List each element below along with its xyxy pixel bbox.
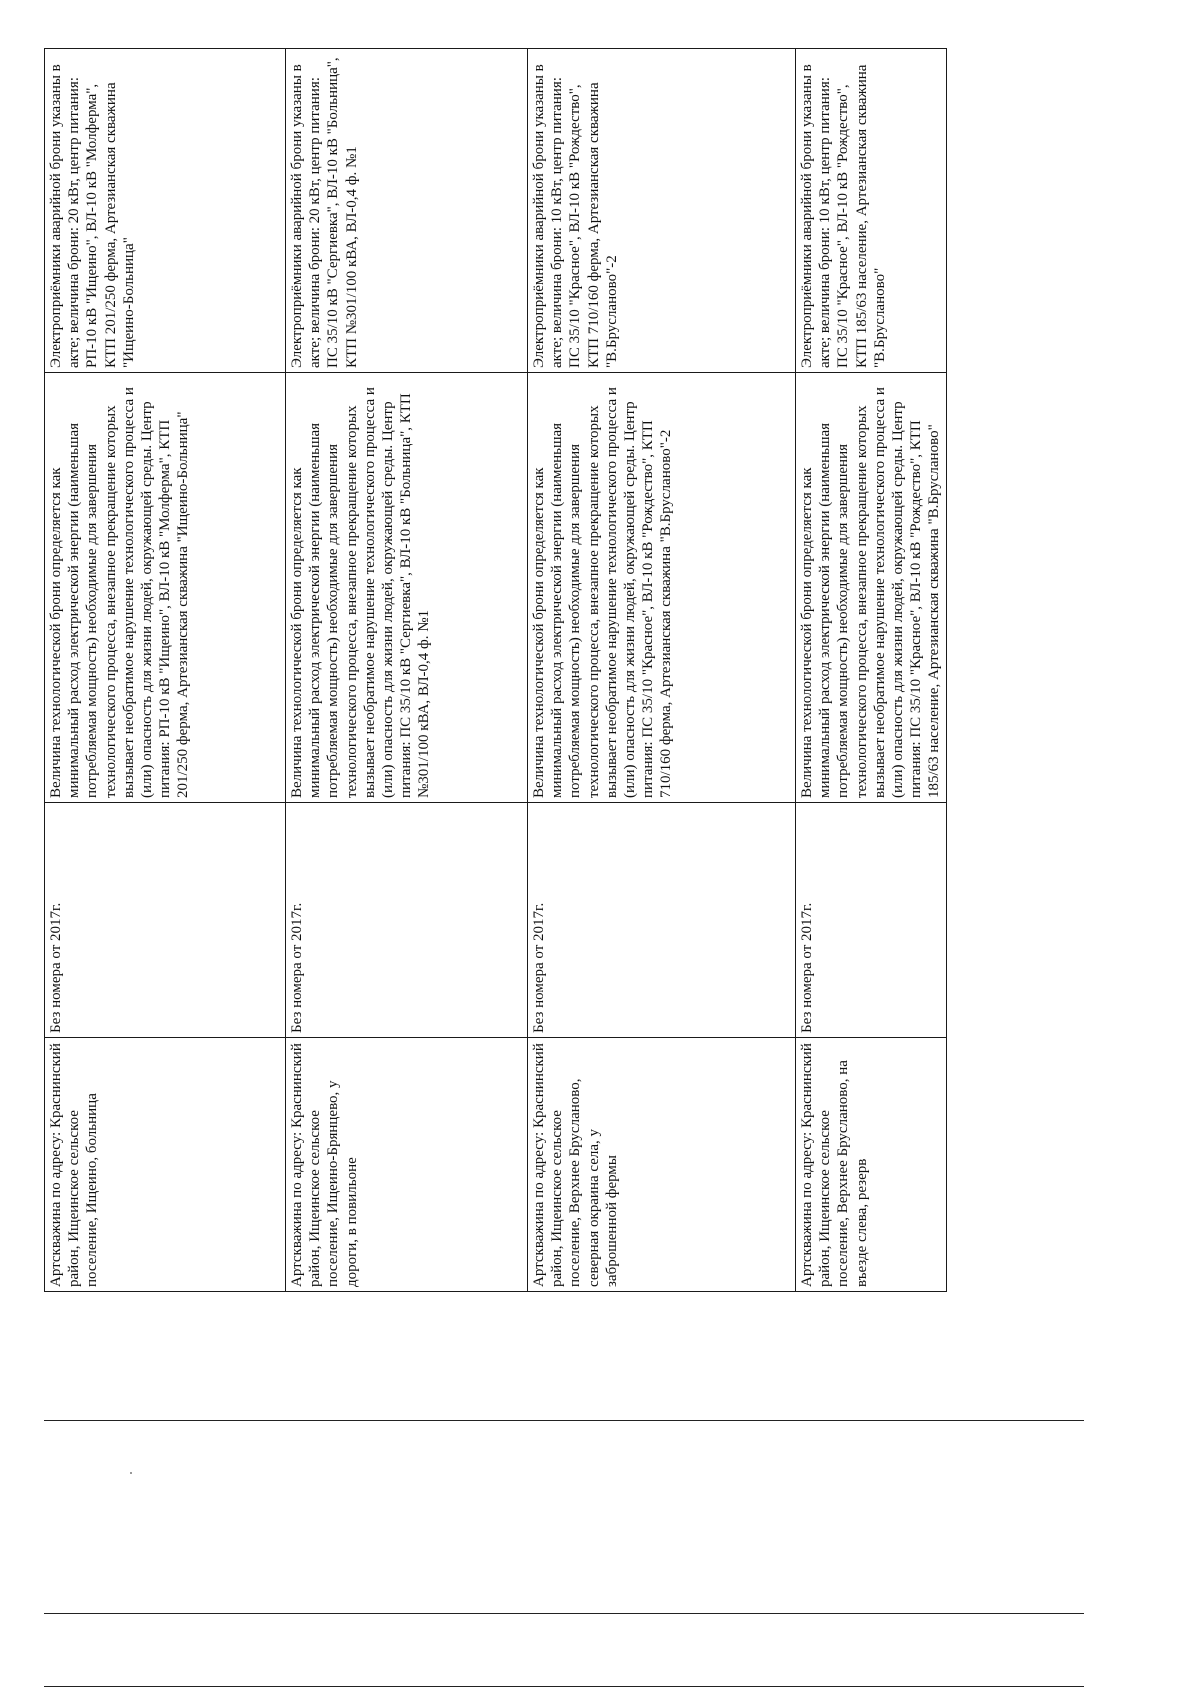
act-cell: Без номера от 2017г.	[796, 803, 947, 1038]
technological-reserve-cell: Величина технологической брони определяется как минимальный расход электрической энергии (наименьшая потребляемая мощность) необходимые для завершения технологического процесса, внезапное прекращение которых вызывает необратимое нарушение технологического процесса и (или) опасность для жизни людей, окружающей среды. Центр питания: РП-10 кВ "Ищеино", ВЛ-10 кВ "Молферма", КТП 201/250 ферма, Артезианская скважина "Ищеино-Больница"	[45, 373, 286, 803]
emergency-reserve-cell: Электроприёмники аварийной брони указаны в акте; величина брони: 10 кВт, центр питания: ПС 35/10 "Красное", ВЛ-10 кВ "Рождество", КТП 710/160 ферма, Артезианская скважина "В.Брусланово"-2	[528, 49, 796, 373]
emergency-reserve-cell: Электроприёмники аварийной брони указаны в акте; величина брони: 10 кВт, центр питания: ПС 35/10 "Красное", ВЛ-10 кВ "Рождество", КТП 185/63 население, Артезианская скважина "В.Брусланово"	[796, 49, 947, 373]
signature-line	[44, 1613, 1084, 1614]
technological-reserve-cell: Величина технологической брони определяется как минимальный расход электрической энергии (наименьшая потребляемая мощность) необходимые для завершения технологического процесса, внезапное прекращение которых вызывает необратимое нарушение технологического процесса и (или) опасность для жизни людей, окружающей среды. Центр питания: ПС 35/10 "Красное", ВЛ-10 кВ "Рождество", КТП 185/63 население, Артезианская скважина "В.Брусланово"	[796, 373, 947, 803]
object-address-cell: Артскважина по адресу: Краснинский район, Ищеинское сельское поселение, Верхнее Брусланово, северная окраина села, у заброшенной фермы	[528, 1038, 796, 1292]
object-address-cell: Артскважина по адресу: Краснинский район, Ищеинское сельское поселение, Верхнее Брусланово, на въезде слева, резерв	[796, 1038, 947, 1292]
object-address-cell: Артскважина по адресу: Краснинский район, Ищеинское сельское поселение, Ищеино-Брянцево, у дороги, в повильоне	[286, 1038, 528, 1292]
signature-line	[44, 1420, 1084, 1421]
table-row	[286, 49, 528, 1292]
scan-speck	[130, 1472, 132, 1474]
emergency-reserve-cell: Электроприёмники аварийной брони указаны в акте; величина брони: 20 кВт, центр питания: ПС 35/10 кВ "Сергиевка", ВЛ-10 кВ "Больница", КТП №301/100 кВА, ВЛ-0,4 ф. №1	[286, 49, 528, 373]
act-cell: Без номера от 2017г.	[45, 803, 286, 1038]
table-row	[796, 49, 947, 1292]
signature-line	[44, 1686, 1084, 1687]
act-cell: Без номера от 2017г.	[528, 803, 796, 1038]
technological-reserve-cell: Величина технологической брони определяется как минимальный расход электрической энергии (наименьшая потребляемая мощность) необходимые для завершения технологического процесса, внезапное прекращение которых вызывает необратимое нарушение технологического процесса и (или) опасность для жизни людей, окружающей среды. Центр питания: ПС 35/10 кВ "Сергиевка", ВЛ-10 кВ "Больница", КТП №301/100 кВА, ВЛ-0,4 ф. №1	[286, 373, 528, 803]
emergency-reserve-cell: Электроприёмники аварийной брони указаны в акте; величина брони: 20 кВт, центр питания: РП-10 кВ "Ищеино", ВЛ-10 кВ "Молферма", КТП 201/250 ферма, Артезианская скважина "Ищеино-Больница"	[45, 49, 286, 373]
reserve-table	[44, 48, 947, 1292]
rotated-page	[44, 49, 943, 1292]
act-cell: Без номера от 2017г.	[286, 803, 528, 1038]
table-row	[45, 49, 286, 1292]
table-row	[528, 49, 796, 1292]
object-address-cell: Артскважина по адресу: Краснинский район, Ищеинское сельское поселение, Ищеино, больница	[45, 1038, 286, 1292]
technological-reserve-cell: Величина технологической брони определяется как минимальный расход электрической энергии (наименьшая потребляемая мощность) необходимые для завершения технологического процесса, внезапное прекращение которых вызывает необратимое нарушение технологического процесса и (или) опасность для жизни людей, окружающей среды. Центр питания: ПС 35/10 "Красное", ВЛ-10 кВ "Рождество", КТП 710/160 ферма, Артезианская скважина "В.Брусланово"-2	[528, 373, 796, 803]
